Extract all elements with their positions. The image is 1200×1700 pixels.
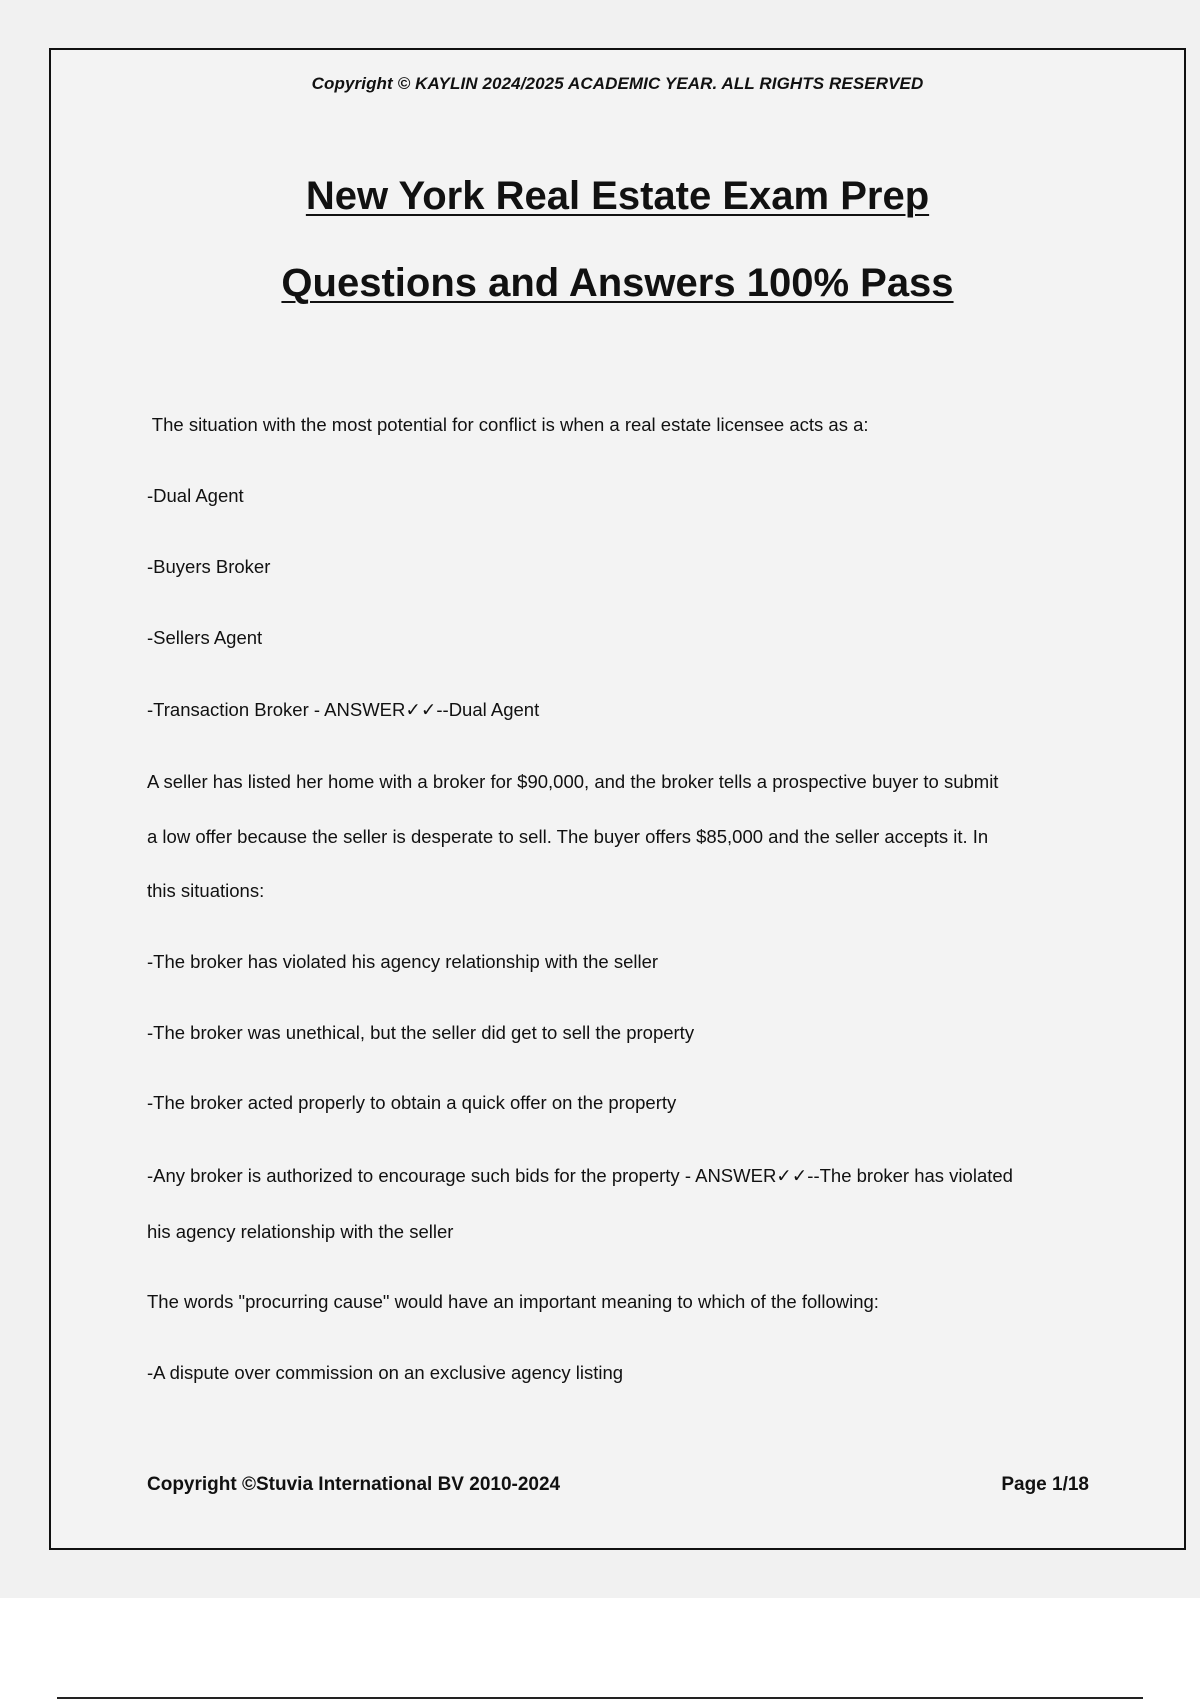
question-1-option-3: -Sellers Agent [147, 627, 263, 648]
question-2-answer-line-2: his agency relationship with the seller [147, 1221, 454, 1242]
document-page [49, 48, 1186, 1550]
question-2-option-3: -The broker acted properly to obtain a quick offer on the property [147, 1092, 677, 1113]
question-2-option-4-answer-line-1: -Any broker is authorized to encourage such bids for the property - ANSWER✓✓--The broker has violated [147, 1165, 1013, 1186]
question-2-text-line-1: A seller has listed her home with a broker for $90,000, and the broker tells a prospective buyer to submit [147, 771, 999, 792]
header-copyright: Copyright © KAYLIN 2024/2025 ACADEMIC YEAR. ALL RIGHTS RESERVED [311, 74, 924, 93]
footer-copyright: Copyright ©Stuvia International BV 2010-2024 [147, 1474, 561, 1495]
question-3-option-1: -A dispute over commission on an exclusive agency listing [147, 1362, 624, 1383]
question-1-option-1: -Dual Agent [147, 485, 244, 506]
document-title-line-2: Questions and Answers 100% Pass [281, 261, 954, 305]
question-2-option-2: -The broker was unethical, but the seller did get to sell the property [147, 1022, 695, 1043]
question-1-option-4-answer: -Transaction Broker - ANSWER✓✓--Dual Agent [147, 699, 540, 720]
question-2-option-1: -The broker has violated his agency relationship with the seller [147, 951, 659, 972]
question-2-text-line-3: this situations: [147, 880, 265, 901]
question-3-text: The words "procurring cause" would have an important meaning to which of the following: [147, 1291, 879, 1312]
question-2-text-line-2: a low offer because the seller is desperate to sell. The buyer offers $85,000 and the seller accepts it. In [147, 826, 989, 847]
question-1-text: The situation with the most potential for conflict is when a real estate licensee acts as a: [147, 414, 869, 435]
document-title-line-1: New York Real Estate Exam Prep [305, 174, 930, 218]
question-1-option-2: -Buyers Broker [147, 556, 271, 577]
next-page-top-rule [57, 1697, 1143, 1699]
page-number: Page 1/18 [1001, 1474, 1089, 1495]
